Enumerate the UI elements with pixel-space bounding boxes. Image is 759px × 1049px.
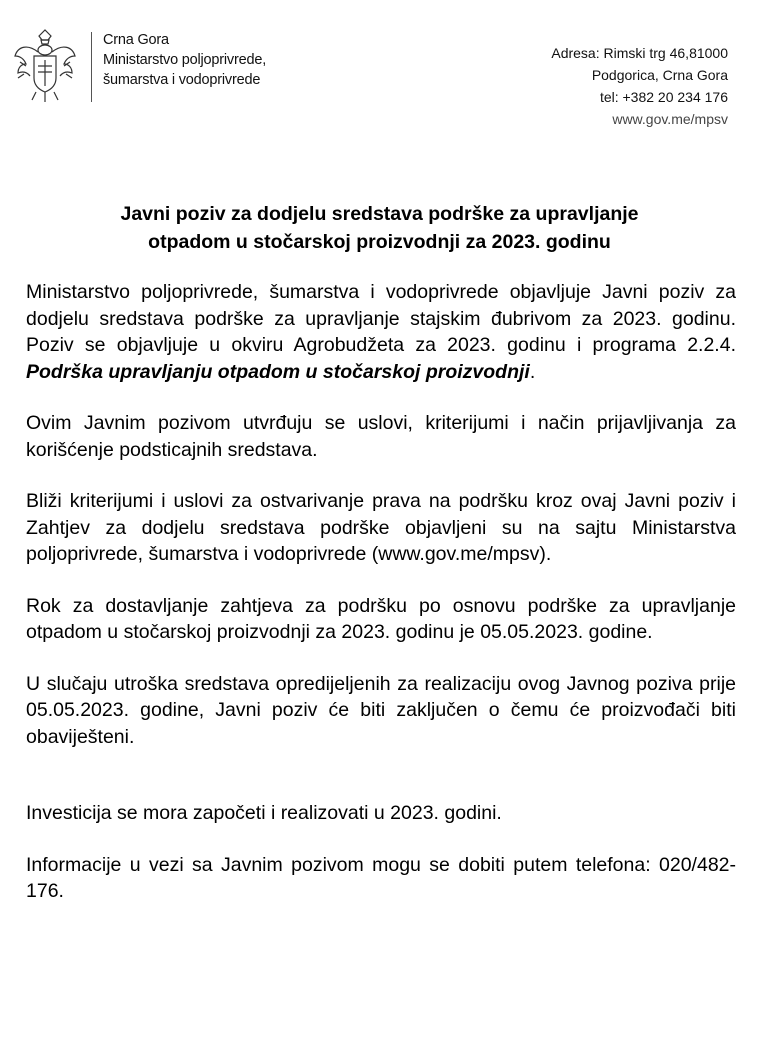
paragraph-announcement xyxy=(26,279,736,385)
paragraph-text: Ministarstvo poljoprivrede, šumarstva i vodoprivrede objavljuje Javni poziv za dodjelu sredstava podrške za upravljanje stajskim đubrivom za 2023. godinu. Poziv se objavljuje u okviru Agrobudžeta za 2023. godinu i programa 2.2.4. xyxy=(26,281,736,356)
paragraph-criteria: Bliži kriterijumi i uslovi za ostvarivanje prava na podršku kroz ovaj Javni poziv i Zahtjev za dodjelu sredstava podrške objavljeni su na sajtu Ministarstva poljoprivrede, šumarstva i vodoprivrede (www.gov.me/mpsv). xyxy=(26,490,736,565)
org-line: Ministarstvo poljoprivrede, xyxy=(103,52,267,68)
org-line: Crna Gora xyxy=(103,32,169,48)
title-line: otpadom u stočarskoj proizvodnji za 2023. godinu xyxy=(148,231,611,253)
document-title xyxy=(40,200,719,256)
coat-of-arms-icon xyxy=(12,26,78,106)
title-line: Javni poziv za dodjelu sredstava podrške za upravljanje xyxy=(120,203,639,225)
paragraph-conditions: Ovim Javnim pozivom utvrđuju se uslovi, kriterijumi i način prijavljivanja za korišćenje podsticajnih sredstava. xyxy=(26,412,736,461)
contact-block xyxy=(551,42,728,130)
paragraph-deadline: Rok za dostavljanje zahtjeva za podršku po osnovu podrške za upravljanje otpadom u stočarskoj proizvodnji za 2023. godinu je 05.05.2023. godine. xyxy=(26,594,736,643)
paragraph-contact: Informacije u vezi sa Javnim pozivom mogu se dobiti putem telefona: 020/482-176. xyxy=(26,853,736,902)
paragraph-investment: Investicija se mora započeti i realizovati u 2023. godini. xyxy=(26,802,502,824)
address-line: Podgorica, Crna Gora xyxy=(591,67,728,83)
letterhead xyxy=(0,0,759,140)
address-line: Adresa: Rimski trg 46,81000 xyxy=(551,45,728,61)
phone-line: tel: +382 20 234 176 xyxy=(599,89,728,105)
paragraph-text: . xyxy=(529,360,536,383)
paragraph-funds: U slučaju utroška sredstava opredijeljenih za realizaciju ovog Javnog poziva prije 05.05.2023. godine, Javni poziv će biti zaključen o čemu će proizvođači biti obaviješteni. xyxy=(26,672,736,748)
website-link[interactable]: www.gov.me/mpsv xyxy=(612,111,728,127)
document-body xyxy=(26,279,736,905)
ministry-name xyxy=(103,30,266,90)
header-divider xyxy=(91,32,92,102)
org-line: šumarstva i vodoprivrede xyxy=(103,72,261,88)
program-name: Podrška upravljanju otpadom u stočarskoj proizvodnji xyxy=(26,360,530,383)
